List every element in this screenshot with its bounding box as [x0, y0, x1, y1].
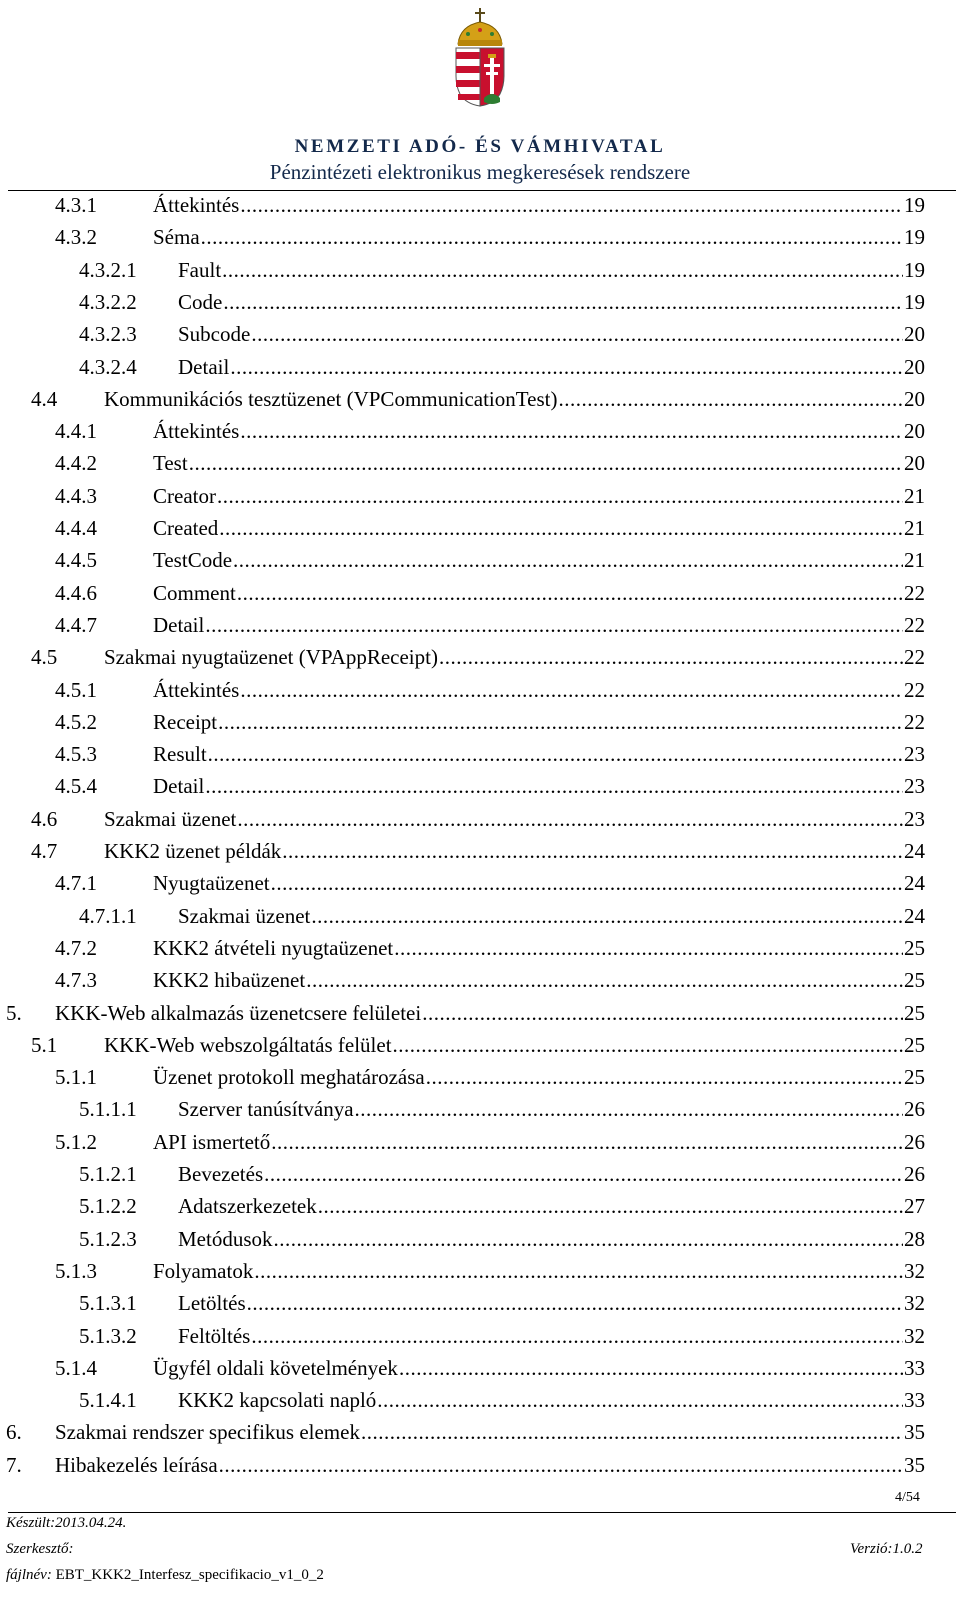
version-label: Verzió:1.0.2 — [850, 1541, 923, 1557]
toc-entry[interactable] — [55, 868, 925, 898]
toc-entry-number: 4.4.3 — [55, 483, 97, 508]
toc-entry-number: 4.4.2 — [55, 451, 97, 476]
toc-entry-number: 5.1.4.1 — [79, 1388, 137, 1413]
toc-entry-title: Subcode — [178, 322, 251, 347]
toc-entry-page: 32 — [904, 1323, 925, 1348]
toc-entry-title: KKK2 üzenet példák — [104, 839, 282, 863]
toc-entry-title: Szerver tanúsítványa — [178, 1097, 354, 1122]
toc-entry-page: 26 — [904, 1097, 925, 1122]
toc-entry-page: 27 — [904, 1194, 925, 1219]
toc-entry-number: 4.4.4 — [55, 516, 97, 540]
toc-entry-number: 4.7.1 — [55, 871, 97, 896]
toc-entry-title: Szakmai üzenet — [104, 806, 237, 831]
toc-entry-page: 22 — [904, 645, 925, 670]
toc-entry-page: 33 — [904, 1388, 925, 1413]
toc-entry-number: 4.3.1 — [55, 193, 97, 217]
toc-entry-number: 4.4.1 — [55, 419, 97, 444]
toc-entry[interactable] — [55, 545, 925, 575]
toc-entry-page: 19 — [904, 193, 925, 217]
toc-entry-page: 22 — [904, 580, 925, 605]
toc-entry-page: 24 — [904, 871, 925, 896]
toc-entry-number: 5.1.2.1 — [79, 1162, 137, 1186]
document-header — [0, 0, 960, 192]
toc-entry-number: 4.3.2.2 — [79, 289, 137, 314]
toc-entry[interactable] — [79, 901, 925, 931]
toc-entry-title: Kommunikációs tesztüzenet (VPCommunicationTest) — [104, 386, 558, 411]
toc-entry-title: Áttekintés — [153, 419, 240, 444]
toc-entry[interactable] — [79, 1159, 925, 1189]
toc-entry-number: 4.3.2.1 — [79, 257, 137, 282]
toc-entry[interactable] — [31, 804, 925, 834]
toc-entry[interactable] — [79, 352, 925, 382]
toc-entry-number: 7. — [6, 1452, 22, 1477]
toc-entry[interactable] — [55, 675, 925, 705]
toc-entry-page: 20 — [904, 386, 925, 411]
filename-line — [6, 1567, 324, 1584]
toc-entry[interactable] — [79, 1191, 925, 1221]
toc-entry-page: 26 — [904, 1162, 925, 1186]
filename-value: EBT_KKK2_Interfesz_specifikacio_v1_0_2 — [55, 1567, 324, 1583]
toc-dot-leader — [355, 1094, 903, 1124]
toc-dot-leader — [237, 804, 903, 834]
toc-entry[interactable] — [55, 1353, 925, 1383]
toc-entry[interactable] — [31, 384, 925, 414]
toc-entry[interactable] — [79, 287, 925, 317]
toc-entry-title: Üzenet protokoll meghatározása — [153, 1065, 425, 1090]
toc-dot-leader — [240, 675, 903, 705]
toc-entry-title: Receipt — [153, 709, 218, 734]
toc-entry-page: 35 — [904, 1420, 925, 1445]
toc-entry-title: Adatszerkezetek — [178, 1194, 317, 1219]
toc-entry-number: 4.5.2 — [55, 709, 97, 734]
toc-dot-leader — [240, 416, 903, 446]
toc-entry-page: 22 — [904, 612, 925, 637]
toc-dot-leader — [237, 578, 903, 608]
toc-entry-number: 5.1.3.1 — [79, 1291, 137, 1316]
toc-entry[interactable] — [55, 610, 925, 640]
toc-entry-title: KKK2 kapcsolati napló — [178, 1388, 377, 1413]
toc-entry[interactable] — [55, 1256, 925, 1286]
toc-entry-number: 4.4 — [31, 386, 58, 411]
toc-entry-number: 5.1.1.1 — [79, 1097, 137, 1122]
toc-entry-title: KKK2 hibaüzenet — [153, 968, 306, 993]
toc-entry-page: 20 — [904, 451, 925, 476]
toc-dot-leader — [306, 965, 903, 995]
toc-dot-leader — [264, 1159, 903, 1189]
toc-dot-leader — [318, 1191, 903, 1221]
toc-dot-leader — [271, 868, 903, 898]
organization-name: NEMZETI ADÓ- ÉS VÁMHIVATAL — [294, 136, 666, 157]
toc-entry-title: Nyugtaüzenet — [153, 871, 270, 896]
toc-dot-leader — [247, 1288, 903, 1318]
toc-entry-title: Bevezetés — [178, 1162, 264, 1186]
toc-entry-page: 25 — [904, 1032, 925, 1057]
toc-entry[interactable] — [6, 1450, 925, 1480]
toc-dot-leader — [208, 739, 903, 769]
toc-dot-leader — [361, 1417, 903, 1447]
toc-entry-page: 20 — [904, 322, 925, 347]
toc-entry-number: 5.1.3 — [55, 1258, 97, 1283]
toc-entry-number: 4.6 — [31, 806, 58, 831]
toc-entry-number: 4.5.1 — [55, 677, 97, 702]
toc-entry-number: 5.1.2.3 — [79, 1226, 137, 1251]
toc-dot-leader — [218, 707, 903, 737]
toc-entry[interactable] — [55, 739, 925, 769]
hungarian-coat-of-arms-icon — [448, 6, 512, 116]
toc-entry[interactable] — [79, 255, 925, 285]
toc-entry[interactable] — [79, 1321, 925, 1351]
toc-entry[interactable] — [55, 578, 925, 608]
toc-entry[interactable] — [31, 836, 925, 866]
toc-entry-page: 26 — [904, 1129, 925, 1154]
toc-entry-page: 25 — [904, 1000, 925, 1025]
toc-entry-title: KKK2 átvételi nyugtaüzenet — [153, 935, 394, 960]
toc-entry-page: 23 — [904, 806, 925, 831]
filename-label: fájlnév: — [6, 1567, 52, 1583]
toc-dot-leader — [230, 352, 903, 382]
toc-entry-page: 32 — [904, 1291, 925, 1316]
toc-entry-title: Letöltés — [178, 1291, 246, 1316]
toc-entry-title: Szakmai üzenet — [178, 903, 311, 928]
toc-entry[interactable] — [55, 222, 925, 252]
toc-entry-title: Szakmai rendszer specifikus elemek — [55, 1420, 360, 1445]
toc-entry[interactable] — [79, 1288, 925, 1318]
toc-dot-leader — [240, 190, 903, 220]
toc-dot-leader — [439, 642, 903, 672]
toc-dot-leader — [377, 1385, 903, 1415]
created-date: Készült:2013.04.24. — [6, 1515, 127, 1531]
toc-entry-number: 4.5.3 — [55, 742, 97, 767]
toc-dot-leader — [254, 1256, 903, 1286]
toc-entry[interactable] — [55, 1062, 925, 1092]
toc-dot-leader — [205, 610, 903, 640]
toc-entry-number: 4.5.4 — [55, 774, 97, 799]
footer-divider — [8, 1512, 956, 1513]
toc-entry[interactable] — [79, 1094, 925, 1124]
toc-entry-number: 5.1.3.2 — [79, 1323, 137, 1348]
toc-entry-page: 22 — [904, 709, 925, 734]
toc-entry-title: Áttekintés — [153, 677, 240, 702]
system-subtitle: Pénzintézeti elektronikus megkeresések rendszere — [269, 160, 691, 184]
toc-entry-page: 21 — [904, 483, 925, 508]
toc-entry-page: 20 — [904, 419, 925, 444]
toc-entry-number: 4.4.5 — [55, 548, 97, 573]
toc-entry-number: 4.3.2 — [55, 225, 97, 250]
toc-dot-leader — [219, 513, 903, 543]
toc-dot-leader — [219, 1450, 903, 1480]
toc-dot-leader — [251, 1321, 903, 1351]
toc-entry-number: 4.7.3 — [55, 968, 97, 993]
toc-entry-page: 32 — [904, 1258, 925, 1283]
toc-entry[interactable] — [55, 448, 925, 478]
toc-entry-title: Created — [153, 516, 219, 540]
toc-dot-leader — [282, 836, 903, 866]
toc-entry-page: 22 — [904, 677, 925, 702]
toc-entry-title: Ügyfél oldali követelmények — [153, 1355, 398, 1380]
toc-dot-leader — [271, 1127, 903, 1157]
toc-entry[interactable] — [55, 707, 925, 737]
toc-entry-page: 23 — [904, 774, 925, 799]
toc-entry-number: 4.3.2.3 — [79, 322, 137, 347]
toc-entry[interactable] — [55, 1127, 925, 1157]
toc-entry-page: 33 — [904, 1355, 925, 1380]
toc-entry-number: 5. — [6, 1000, 22, 1025]
toc-dot-leader — [201, 222, 903, 252]
toc-entry[interactable] — [55, 513, 925, 543]
toc-entry-number: 4.4.6 — [55, 580, 97, 605]
toc-entry-title: Result — [153, 742, 207, 767]
toc-entry[interactable] — [79, 1385, 925, 1415]
toc-entry-title: Detail — [153, 774, 205, 799]
toc-entry-page: 25 — [904, 968, 925, 993]
toc-entry[interactable] — [31, 642, 925, 672]
toc-entry-title: KKK-Web alkalmazás üzenetcsere felületei — [55, 1000, 422, 1025]
toc-dot-leader — [558, 384, 903, 414]
toc-entry-number: 4.7.2 — [55, 935, 97, 960]
toc-dot-leader — [217, 481, 903, 511]
toc-entry-title: API ismertető — [153, 1129, 271, 1154]
toc-dot-leader — [274, 1224, 904, 1254]
toc-dot-leader — [393, 1030, 903, 1060]
toc-entry-page: 20 — [904, 354, 925, 379]
toc-dot-leader — [233, 545, 903, 575]
toc-entry-title: Metódusok — [178, 1226, 273, 1251]
toc-entry-title: Test — [153, 451, 188, 476]
toc-entry-page: 28 — [904, 1226, 925, 1251]
toc-entry-title: Szakmai nyugtaüzenet (VPAppReceipt) — [104, 645, 438, 670]
toc-entry-number: 5.1.2.2 — [79, 1194, 137, 1219]
page-counter: 4/54 — [895, 1490, 920, 1505]
toc-entry-title: Séma — [153, 225, 200, 250]
toc-entry-page: 21 — [904, 516, 925, 540]
toc-dot-leader — [426, 1062, 903, 1092]
toc-entry[interactable] — [6, 1417, 925, 1447]
toc-entry[interactable] — [55, 416, 925, 446]
toc-entry-page: 24 — [904, 903, 925, 928]
toc-dot-leader — [223, 287, 903, 317]
toc-entry[interactable] — [55, 965, 925, 995]
toc-entry-title: Code — [178, 289, 223, 314]
toc-entry-title: Detail — [153, 612, 205, 637]
toc-entry-page: 25 — [904, 935, 925, 960]
toc-entry[interactable] — [55, 933, 925, 963]
toc-entry-title: Creator — [153, 483, 216, 508]
toc-entry[interactable] — [55, 481, 925, 511]
toc-entry-title: Comment — [153, 580, 236, 605]
toc-dot-leader — [189, 448, 903, 478]
toc-entry-title: TestCode — [153, 548, 233, 573]
toc-entry[interactable] — [55, 190, 925, 220]
toc-entry-page: 19 — [904, 257, 925, 282]
toc-dot-leader — [251, 319, 903, 349]
toc-entry-page: 21 — [904, 548, 925, 573]
toc-dot-leader — [399, 1353, 903, 1383]
toc-entry-number: 5.1 — [31, 1032, 58, 1057]
toc-entry[interactable] — [31, 1030, 925, 1060]
toc-entry-page: 23 — [904, 742, 925, 767]
toc-entry-number: 5.1.2 — [55, 1129, 97, 1154]
toc-entry[interactable] — [6, 998, 925, 1028]
toc-dot-leader — [222, 255, 903, 285]
toc-entry-number: 4.7.1.1 — [79, 903, 137, 928]
toc-entry-number: 5.1.1 — [55, 1065, 97, 1090]
toc-entry-page: 25 — [904, 1065, 925, 1090]
toc-entry-page: 19 — [904, 225, 925, 250]
toc-dot-leader — [205, 771, 903, 801]
toc-entry-page: 24 — [904, 839, 925, 863]
toc-entry-number: 4.4.7 — [55, 612, 97, 637]
toc-entry-title: Áttekintés — [153, 193, 240, 217]
toc-entry-title: Fault — [178, 257, 222, 282]
toc-dot-leader — [422, 998, 903, 1028]
toc-entry-title: Feltöltés — [178, 1323, 251, 1348]
toc-entry-number: 6. — [6, 1420, 22, 1445]
toc-entry-number: 4.5 — [31, 645, 58, 670]
toc-entry-title: Detail — [178, 354, 230, 379]
toc-entry-number: 4.7 — [31, 839, 58, 863]
toc-entry[interactable] — [79, 1224, 925, 1254]
toc-entry[interactable] — [55, 771, 925, 801]
toc-dot-leader — [311, 901, 903, 931]
toc-entry-title: Folyamatok — [153, 1258, 254, 1283]
editor-label: Szerkesztő: — [6, 1541, 74, 1557]
toc-entry-title: Hibakezelés leírása — [55, 1452, 218, 1477]
toc-entry-page: 35 — [904, 1452, 925, 1477]
toc-entry-number: 4.3.2.4 — [79, 354, 137, 379]
toc-entry-page: 19 — [904, 289, 925, 314]
toc-entry[interactable] — [79, 319, 925, 349]
toc-entry-title: KKK-Web webszolgáltatás felület — [104, 1032, 392, 1057]
toc-entry-number: 5.1.4 — [55, 1355, 97, 1380]
toc-dot-leader — [394, 933, 903, 963]
